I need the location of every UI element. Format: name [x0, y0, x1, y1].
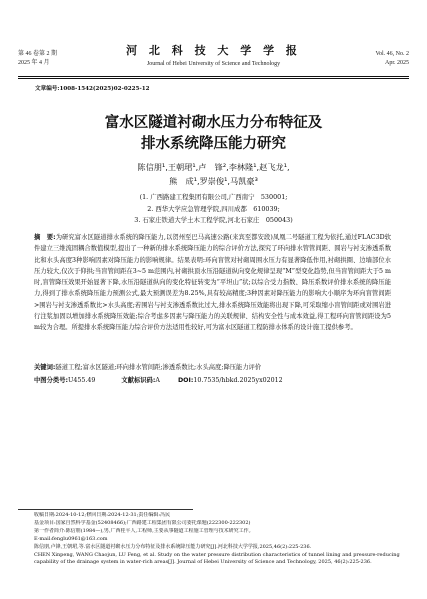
keywords-label: 关键词: [34, 364, 56, 371]
clc-value: U455.49 [68, 377, 96, 384]
paper-title [0, 112, 427, 154]
citation-en: CHEN Xinpeng, WANG Chaojun, LU Feng, et al. Study on the water pressure distribution characteristics of tunnel lining and pressure-reducing capability of the drainage system in water-rich areas[J]. Journal of Hebei University of Science and Technology, 2025, 46(2):225-236. [34, 551, 400, 566]
running-header [18, 40, 409, 76]
journal-title-en: Journal of Hebei University of Science and Technology [146, 61, 281, 67]
fund-info: 基金项目:国家自然科学基金(52408466);广西路建工程集团有限公司委托课题(222300-222302) [34, 519, 251, 526]
first-author-bio: 第一作者简介:陈信朋(1984—),男,广西桂平人,工程师,主要从事隧道工程施工管理与技术研究工作。 [34, 527, 254, 534]
clc-label: 中图分类号: [34, 377, 69, 384]
header-volume-en [375, 50, 409, 68]
doi-label: DOI: [177, 377, 194, 384]
affiliation-3: 3. 石家庄铁道大学土木工程学院,河北石家庄 050043) [134, 216, 293, 224]
journal-title-cn: 河 北 科 技 大 学 学 报 [126, 44, 301, 57]
title-line-2: 排水系统降压能力研究 [141, 135, 286, 152]
author-list [0, 160, 427, 188]
doc-code-value: A [155, 377, 160, 384]
affiliations [0, 192, 427, 227]
doi-value: 10.7535/hbkd.2025yx02012 [193, 377, 283, 384]
date-cn: 2025 年 4 月 [18, 60, 50, 66]
abstract [34, 232, 391, 334]
citation-cn: 陈信朋,卢锋,王朝珺,等.富水区隧道衬砌水压力分布特征及排水系统降压能力研究[J].河北科技大学学报,2025,46(2):225-236. [34, 543, 312, 550]
classification-row [34, 375, 391, 386]
volume-cn: 第 46 卷第 2 期 [18, 51, 58, 57]
keywords [34, 362, 391, 373]
footnote-rule [18, 509, 193, 510]
clc-number [34, 375, 95, 386]
document-code [121, 375, 160, 386]
date-en: Apr. 2025 [385, 60, 409, 66]
footnotes [34, 512, 407, 567]
doi [178, 375, 283, 386]
abstract-text: 为研究富水区隧道排水系统的降压能力,以贺州至巴马高速公路(来宾至都安段)凤凰二号隧道工程为依托,通过FLAC3D软件建立三维流固耦合数值模型,提出了一种新的排水系统降压能力的综合评价方法,探究了环向排水管管间距、圆岩与衬支渗透系数比和水头高度3种影响因素对降压能力的影响规律。结果表明:环向盲管对衬砌周围水压力有显著降低作用,衬砌拱圈、边墙部位水压力较大,仅次于仰拱;当盲管间距在3~5 m范围内,衬砌拱顶水压沿隧道纵向变化规律呈现“M”型变化趋势,但当盲管间距大于5 m时,盲管降压效果开始显著下降,水压沿隧道纵向的变化特征转变为“平坦山”状;以综合受力指数、降压系数评价排水系统的降压能力,得到了排水系统降压能力预测公式,最大预测误差为8.25%,具有较高精度;3种因素对降压能力的影响大小顺序为环向盲管间距>围岩与衬支渗透系数比>水头高度;若围岩与衬支渗透系数比过大,排水系统降压效能将出现下降,可采取缩小盲管间距或对围岩进行注浆加固以增加排水系统降压效能;综合考虑多因素与降压能力的关联规律、结构安全性与成本效益,得工程环向盲管间距设为5 m较为合理。所提排水系统降压能力综合评价方法适用性较好,可为富水区隧道工程防排水体系的设计施工提供参考。 [34, 234, 391, 332]
volume-en: Vol. 46, No. 2 [375, 51, 409, 57]
doc-code-label: 文献标识码: [121, 377, 156, 384]
header-journal [18, 42, 409, 67]
keywords-text: 隧道工程;富水区隧道;环向排水管间距;渗透系数比;水头高度;降压能力评价 [55, 364, 262, 371]
title-line-1: 富水区隧道衬砌水压力分布特征及 [104, 114, 323, 131]
authors-line-1: 陈信朋¹,王朝珺¹,卢 锋²,李林隆¹,赵飞龙¹, [137, 162, 290, 172]
first-author-email: E-mail:fenglu0961@163.com [34, 535, 108, 542]
header-rule [18, 76, 409, 77]
header-rule-thin [18, 78, 409, 79]
affiliation-2: 2. 西华大学应急管理学院,四川成都 610039; [147, 204, 280, 213]
authors-line-2: 熊 成¹,罗崇俊¹,马凯豪³ [169, 176, 258, 186]
abstract-label: 摘 要: [34, 234, 56, 241]
article-number: 文章编号:1008-1542(2025)02-0225-12 [35, 86, 150, 92]
received-date: 收稿日期:2024-10-12;修回日期:2024-12-31;责任编辑:冯民 [34, 512, 171, 518]
affiliation-1: (1. 广西路建工程集团有限公司,广西南宁 530001; [139, 193, 288, 201]
